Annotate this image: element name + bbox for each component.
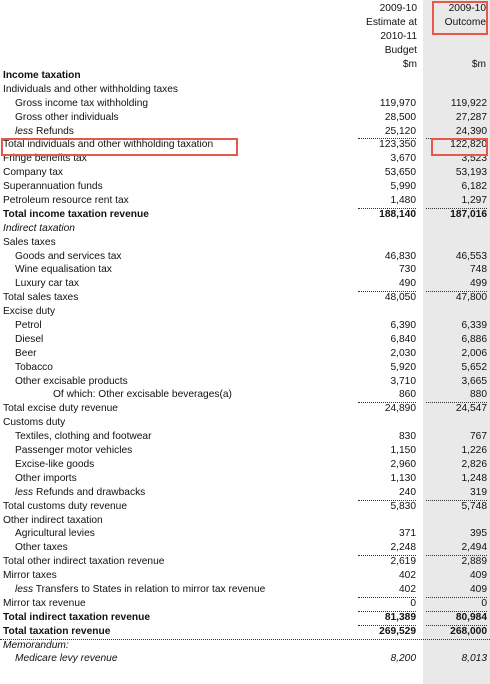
estimate-value: 188,140	[379, 208, 416, 220]
header-outcome-line: 2009-10	[448, 3, 486, 14]
outcome-value: 6,886	[461, 333, 487, 345]
row-label: Goods and services tax	[15, 250, 122, 262]
row-label: Sales taxes	[3, 236, 56, 248]
table-row	[0, 416, 490, 430]
estimate-value: 28,500	[384, 111, 416, 123]
row-label: Mirror tax revenue	[3, 597, 86, 609]
estimate-value: 5,990	[390, 181, 416, 193]
outcome-value: 80,984	[455, 611, 487, 623]
row-label-prefix: less	[15, 583, 34, 595]
table-body	[0, 69, 490, 666]
estimate-value: 730	[399, 264, 416, 276]
estimate-value: 5,830	[390, 500, 416, 512]
estimate-value: 860	[399, 389, 416, 401]
estimate-value: 48,050	[384, 292, 416, 304]
table-row	[0, 569, 490, 583]
row-label: Total taxation revenue	[3, 625, 111, 637]
row-label-text: Refunds and drawbacks	[33, 486, 146, 498]
outcome-value: 5,748	[461, 500, 487, 512]
outcome-value: 119,922	[450, 97, 487, 109]
table-row	[0, 208, 490, 222]
outcome-value: 2,494	[461, 542, 487, 554]
outcome-value: 395	[470, 528, 487, 540]
outcome-value: 46,553	[455, 250, 487, 262]
outcome-value: 8,013	[461, 653, 487, 665]
row-label: Of which: Other excisable beverages(a)	[53, 389, 232, 401]
table-row	[0, 250, 490, 264]
row-label: Textiles, clothing and footwear	[15, 431, 152, 443]
table-row	[0, 514, 490, 528]
estimate-value: 2,619	[390, 556, 416, 568]
subtotal-rule	[426, 208, 487, 209]
estimate-value: 1,130	[390, 472, 416, 484]
estimate-value: 1,150	[390, 445, 416, 457]
subtotal-rule	[358, 138, 416, 139]
outcome-value: 24,547	[455, 403, 487, 415]
outcome-value: 6,182	[461, 181, 487, 193]
row-label: Total indirect taxation revenue	[3, 611, 150, 623]
table-row	[0, 361, 490, 375]
estimate-value: 6,840	[390, 333, 416, 345]
table-row	[0, 180, 490, 194]
outcome-value: 2,826	[461, 458, 487, 470]
row-label-prefix: less	[15, 125, 34, 137]
header-estimate-line: Estimate at	[366, 17, 417, 28]
header-estimate	[340, 2, 417, 72]
table-row	[0, 625, 490, 639]
subtotal-rule	[426, 597, 487, 598]
estimate-value: 269,529	[379, 625, 416, 637]
row-label: Total income taxation revenue	[3, 208, 149, 220]
highlight-total-individuals-label	[1, 138, 238, 156]
outcome-value: 2,889	[461, 556, 487, 568]
outcome-value: 748	[470, 264, 487, 276]
table-row	[0, 69, 490, 83]
subtotal-rule	[358, 291, 416, 292]
table-row	[0, 236, 490, 250]
table-row	[0, 597, 490, 611]
row-label: Wine equalisation tax	[15, 264, 112, 276]
row-label	[15, 583, 265, 597]
outcome-value: 122,820	[450, 139, 487, 151]
estimate-value: 81,389	[384, 611, 416, 623]
subtotal-rule	[358, 597, 416, 598]
table-row	[0, 541, 490, 555]
table-row	[0, 639, 490, 653]
table-row	[0, 388, 490, 402]
subtotal-rule	[426, 625, 487, 626]
table-row	[0, 263, 490, 277]
row-label: Other taxes	[15, 542, 68, 554]
row-label: Tobacco	[15, 361, 53, 373]
table-row	[0, 166, 490, 180]
row-label: Luxury car tax	[15, 278, 79, 290]
header-estimate-unit: $m	[402, 59, 417, 70]
row-label: Passenger motor vehicles	[15, 445, 133, 457]
row-label: Petroleum resource rent tax	[3, 195, 129, 207]
row-label	[15, 486, 145, 500]
outcome-value: 1,297	[461, 195, 487, 207]
row-label: Total sales taxes	[3, 292, 79, 304]
outcome-value: 53,193	[455, 167, 487, 179]
table-row	[0, 97, 490, 111]
row-label: Diesel	[15, 333, 44, 345]
row-label: Individuals and other withholding taxes	[3, 83, 178, 95]
subtotal-rule	[358, 500, 416, 501]
outcome-value: 409	[470, 570, 487, 582]
table-row	[0, 83, 490, 97]
subtotal-rule	[358, 611, 416, 612]
outcome-value: 3,523	[461, 153, 487, 165]
row-label: Total excise duty revenue	[3, 403, 118, 415]
estimate-value: 490	[399, 278, 416, 290]
estimate-value: 24,890	[384, 403, 416, 415]
estimate-value: 6,390	[390, 320, 416, 332]
row-label	[15, 125, 74, 139]
table-row	[0, 305, 490, 319]
section-divider	[0, 639, 490, 640]
estimate-value: 3,670	[390, 153, 416, 165]
outcome-value: 47,800	[455, 292, 487, 304]
row-label: Petrol	[15, 320, 42, 332]
header-outcome-line	[425, 44, 486, 58]
outcome-value: 268,000	[450, 625, 487, 637]
row-label: Memorandum:	[3, 639, 69, 651]
row-label-prefix: less	[15, 486, 34, 498]
table-row	[0, 277, 490, 291]
row-label: Gross income tax withholding	[15, 97, 149, 109]
table-row	[0, 333, 490, 347]
header-estimate-line: 2010-11	[380, 31, 417, 42]
header-estimate-line: 2009-10	[379, 3, 417, 14]
row-label: Agricultural levies	[15, 528, 95, 540]
table-row	[0, 583, 490, 597]
table-row	[0, 555, 490, 569]
row-label: Other excisable products	[15, 375, 128, 387]
row-label-text: Refunds	[33, 125, 74, 137]
table-row	[0, 291, 490, 305]
row-label: Company tax	[3, 167, 64, 179]
row-label: Total individuals and other withholding taxation	[3, 139, 214, 151]
row-label: Mirror taxes	[3, 570, 57, 582]
table-row	[0, 347, 490, 361]
outcome-value: 27,287	[455, 111, 487, 123]
estimate-value: 25,120	[384, 125, 416, 137]
estimate-value: 371	[399, 528, 416, 540]
subtotal-rule	[426, 611, 487, 612]
highlight-outcome-header	[432, 1, 488, 35]
table-row	[0, 319, 490, 333]
table-row	[0, 375, 490, 389]
row-label: Superannuation funds	[3, 181, 103, 193]
subtotal-rule	[358, 208, 416, 209]
row-label-text: Transfers to States in relation to mirror tax revenue	[33, 583, 266, 595]
outcome-value: 409	[470, 583, 487, 595]
outcome-value: 767	[470, 431, 487, 443]
subtotal-rule	[358, 555, 416, 556]
row-label: Income taxation	[3, 70, 81, 81]
outcome-value: 2,006	[461, 347, 487, 359]
estimate-value: 402	[399, 583, 416, 595]
estimate-value: 2,248	[390, 542, 416, 554]
row-label: Fringe benefits tax	[3, 153, 87, 165]
row-label: Customs duty	[3, 417, 66, 429]
subtotal-rule	[358, 402, 416, 403]
outcome-value: 880	[470, 389, 487, 401]
row-label: Medicare levy revenue	[15, 653, 118, 665]
estimate-value: 2,030	[390, 347, 416, 359]
header-estimate-line: Budget	[384, 45, 417, 56]
table-row	[0, 611, 490, 625]
subtotal-rule	[426, 291, 487, 292]
estimate-value: 123,350	[379, 139, 416, 151]
table-row	[0, 194, 490, 208]
outcome-value: 5,652	[461, 361, 487, 373]
subtotal-rule	[358, 625, 416, 626]
estimate-value: 5,920	[390, 361, 416, 373]
estimate-value: 830	[399, 431, 416, 443]
table-row	[0, 500, 490, 514]
estimate-value: 1,480	[390, 195, 416, 207]
row-label: Total other indirect taxation revenue	[3, 556, 165, 568]
header-outcome-unit: $m	[471, 59, 486, 70]
table-row	[0, 125, 490, 139]
subtotal-rule	[426, 500, 487, 501]
row-label: Excise duty	[3, 306, 56, 318]
outcome-value: 1,226	[461, 445, 487, 457]
highlight-total-individuals-value	[431, 138, 488, 156]
outcome-value: 6,339	[461, 320, 487, 332]
table-row	[0, 472, 490, 486]
estimate-value: 3,710	[390, 375, 416, 387]
row-label: Other imports	[15, 472, 77, 484]
outcome-value: 499	[470, 278, 487, 290]
table-row	[0, 430, 490, 444]
row-label: Excise-like goods	[15, 458, 95, 470]
row-label: Indirect taxation	[3, 222, 75, 234]
outcome-value: 24,390	[455, 125, 487, 137]
row-label: Total customs duty revenue	[3, 500, 128, 512]
estimate-value: 8,200	[390, 653, 416, 665]
outcome-value: 3,665	[461, 375, 487, 387]
table-row	[0, 444, 490, 458]
row-label: Beer	[15, 347, 37, 359]
row-label: Other indirect taxation	[3, 514, 103, 526]
estimate-value: 402	[399, 570, 416, 582]
subtotal-rule	[426, 402, 487, 403]
estimate-value: 240	[399, 486, 416, 498]
subtotal-rule	[426, 555, 487, 556]
estimate-value: 2,960	[390, 458, 416, 470]
estimate-value: 119,970	[379, 97, 416, 109]
outcome-value: 1,248	[461, 472, 487, 484]
row-label: Gross other individuals	[15, 111, 119, 123]
estimate-value: 46,830	[384, 250, 416, 262]
table-row	[0, 111, 490, 125]
table-row	[0, 222, 490, 236]
estimate-value: 0	[410, 597, 416, 609]
table-row	[0, 527, 490, 541]
table-row	[0, 458, 490, 472]
outcome-value: 187,016	[450, 208, 487, 220]
table-row	[0, 486, 490, 500]
table-row	[0, 402, 490, 416]
table-row	[0, 652, 490, 666]
outcome-value: 319	[470, 486, 487, 498]
header-outcome-line: Outcome	[444, 17, 486, 28]
estimate-value: 53,650	[384, 167, 416, 179]
outcome-value: 0	[481, 597, 487, 609]
